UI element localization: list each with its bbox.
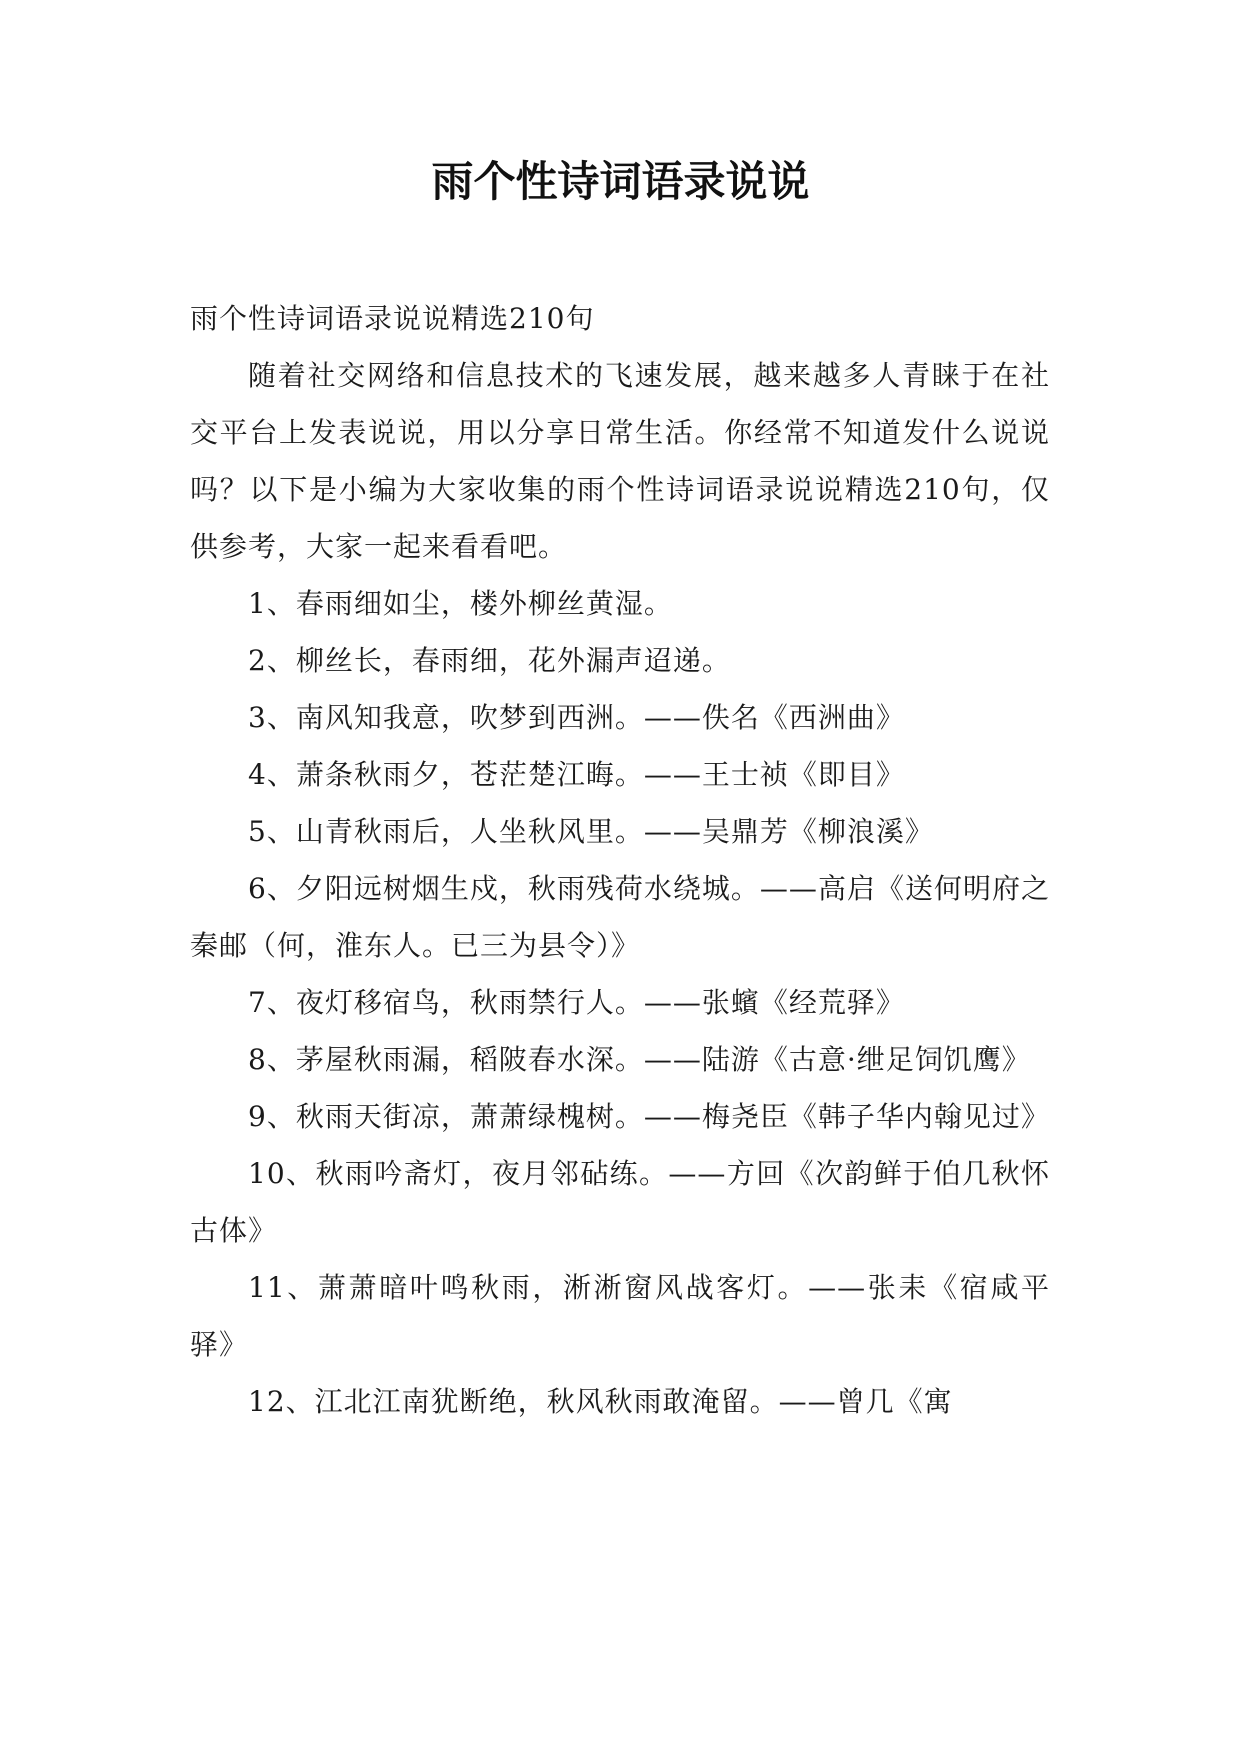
document-subtitle: 雨个性诗词语录说说精选210句 bbox=[190, 302, 595, 335]
document-title: 雨个性诗词语录说说 bbox=[431, 157, 810, 206]
quote-item: 1、春雨细如尘，楼外柳丝黄湿。 bbox=[248, 587, 673, 620]
quote-item: 12、江北江南犹断绝，秋风秋雨敢淹留。——曾几《寓 bbox=[248, 1385, 953, 1418]
quote-item: 7、夜灯移宿鸟，秋雨禁行人。——张蠙《经荒驿》 bbox=[248, 986, 905, 1019]
quote-item: 4、萧条秋雨夕，苍茫楚江晦。——王士祯《即目》 bbox=[248, 758, 905, 791]
quote-item: 9、秋雨天街凉，萧萧绿槐树。——梅尧臣《韩子华内翰见过》 bbox=[248, 1100, 1050, 1133]
quote-item: 6、夕阳远树烟生戍，秋雨残荷水绕城。——高启《送何明府之秦邮（何，淮东人。已三为县令）》 bbox=[190, 872, 1050, 962]
quote-item: 2、柳丝长，春雨细，花外漏声迢递。 bbox=[248, 644, 731, 677]
quote-item: 8、茅屋秋雨漏，稻陂春水深。——陆游《古意·绁足饲饥鹰》 bbox=[248, 1043, 1031, 1076]
quote-item: 3、南风知我意，吹梦到西洲。——佚名《西洲曲》 bbox=[248, 701, 905, 734]
quote-item: 10、秋雨吟斋灯，夜月邻砧练。——方回《次韵鲜于伯几秋怀古体》 bbox=[190, 1157, 1050, 1247]
intro-paragraph: 随着社交网络和信息技术的飞速发展，越来越多人青睐于在社交平台上发表说说，用以分享日常生活。你经常不知道发什么说说吗？以下是小编为大家收集的雨个性诗词语录说说精选210句，仅供参考，大家一起来看看吧。 bbox=[190, 359, 1050, 563]
quote-item: 5、山青秋雨后，人坐秋风里。——吴鼎芳《柳浪溪》 bbox=[248, 815, 934, 848]
document-body bbox=[190, 290, 1050, 1430]
quote-item: 11、萧萧暗叶鸣秋雨，淅淅窗风战客灯。——张耒《宿咸平驿》 bbox=[190, 1271, 1050, 1361]
